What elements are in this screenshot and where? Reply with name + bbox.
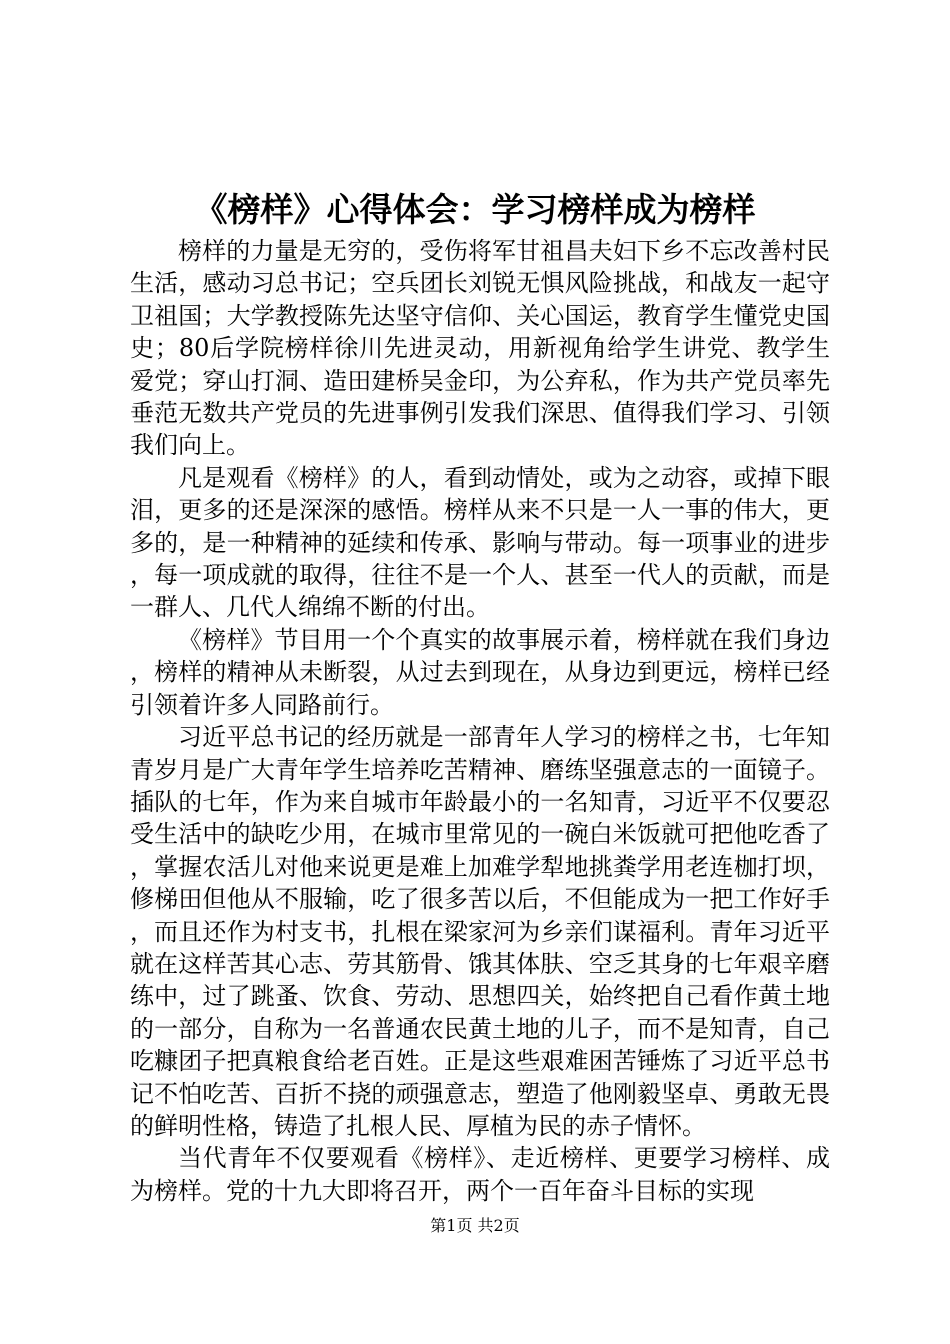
paragraph: 凡是观看《榜样》的人，看到动情处，或为之动容，或掉下眼泪，更多的还是深深的感悟。榜样从来不只是一人一事的伟大，更多的，是一种精神的延续和传承、影响与带动。每一项事业的进步，每一项成就的取得，往往不是一个人、甚至一代人的贡献，而是一群人、几代人绵绵不断的付出。 xyxy=(130,463,830,622)
paragraph: 榜样的力量是无穷的，受伤将军甘祖昌夫妇下乡不忘改善村民生活，感动习总书记；空兵团长刘锐无惧风险挑战，和战友一起守卫祖国；大学教授陈先达坚守信仰、关心国运，教育学生懂党史国史；80后学院榜样徐川先进灵动，用新视角给学生讲党、教学生爱党；穿山打洞、造田建桥吴金印，为公弃私，作为共产党员率先垂范无数共产党员的先进事例引发我们深思、值得我们学习、引领我们向上。 xyxy=(130,237,830,460)
document-title: 《榜样》心得体会：学习榜样成为榜样 xyxy=(194,190,756,229)
paragraph: 当代青年不仅要观看《榜样》、走近榜样、更要学习榜样、成为榜样。党的十九大即将召开，两个一百年奋斗目标的实现 xyxy=(130,1144,830,1205)
document-body xyxy=(130,235,830,1207)
paragraph: 《榜样》节目用一个个真实的故事展示着，榜样就在我们身边，榜样的精神从未断裂，从过去到现在，从身边到更远，榜样已经引领着许多人同路前行。 xyxy=(130,625,830,719)
page-footer: 第1页 共2页 xyxy=(430,1216,520,1235)
paragraph: 习近平总书记的经历就是一部青年人学习的榜样之书，七年知青岁月是广大青年学生培养吃苦精神、磨练坚强意志的一面镜子。插队的七年，作为来自城市年龄最小的一名知青，习近平不仅要忍受生活中的缺吃少用，在城市里常见的一碗白米饭就可把他吃香了，掌握农活儿对他来说更是难上加难学犁地挑粪学用老连枷打坝，修梯田但他从不服输，吃了很多苦以后，不但能成为一把工作好手，而且还作为村支书，扎根在梁家河为乡亲们谋福利。青年习近平就在这样苦其心志、劳其筋骨、饿其体肤、空乏其身的七年艰辛磨练中，过了跳蚤、饮食、劳动、思想四关，始终把自己看作黄土地的一部分，自称为一名普通农民黄土地的儿子，而不是知青，自己吃糠团子把真粮食给老百姓。正是这些艰难困苦锤炼了习近平总书记不怕吃苦、百折不挠的顽强意志，塑造了他刚毅坚卓、勇敢无畏的鲜明性格，铸造了扎根人民、厚植为民的赤子情怀。 xyxy=(130,723,830,1140)
